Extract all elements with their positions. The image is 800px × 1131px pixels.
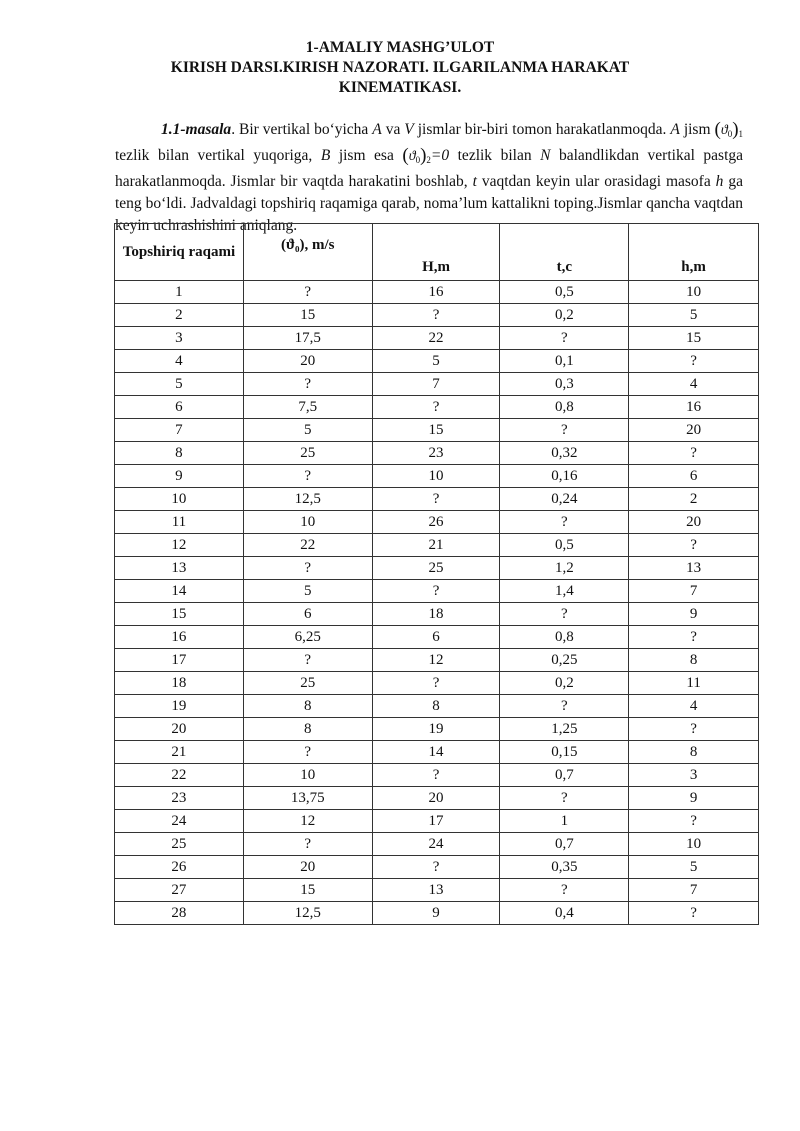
cell-time: ? — [500, 787, 629, 810]
cell-time: ? — [500, 511, 629, 534]
cell-height: 13 — [372, 879, 500, 902]
cell-time: 0,3 — [500, 373, 629, 396]
cell-task-number: 24 — [115, 810, 244, 833]
table-row — [115, 511, 759, 534]
cell-time: ? — [500, 879, 629, 902]
cell-time: ? — [500, 603, 629, 626]
cell-velocity: 8 — [243, 718, 372, 741]
cell-task-number: 14 — [115, 580, 244, 603]
table-body — [115, 281, 759, 925]
cell-task-number: 3 — [115, 327, 244, 350]
cell-task-number: 15 — [115, 603, 244, 626]
title-line-3: KINEMATIKASI. — [338, 79, 462, 96]
cell-task-number: 19 — [115, 695, 244, 718]
cell-time: 0,32 — [500, 442, 629, 465]
problem-text: jism — [679, 121, 715, 138]
cell-time: 1,4 — [500, 580, 629, 603]
cell-velocity: ? — [243, 373, 372, 396]
cell-velocity: 20 — [243, 856, 372, 879]
cell-height: 16 — [372, 281, 500, 304]
cell-height: ? — [372, 764, 500, 787]
symbol-a: A — [670, 121, 680, 138]
header-velocity: (ϑ₀), m/s — [243, 224, 372, 281]
cell-height: 6 — [372, 626, 500, 649]
cell-distance: 7 — [629, 879, 759, 902]
cell-distance: ? — [629, 442, 759, 465]
cell-height: ? — [372, 488, 500, 511]
cell-distance: 5 — [629, 856, 759, 879]
cell-velocity: ? — [243, 281, 372, 304]
cell-height: ? — [372, 672, 500, 695]
cell-distance: 9 — [629, 787, 759, 810]
problem-text: tezlik bilan — [449, 147, 541, 164]
cell-velocity: 12,5 — [243, 488, 372, 511]
header-time: t,c — [500, 224, 629, 281]
cell-task-number: 27 — [115, 879, 244, 902]
cell-task-number: 1 — [115, 281, 244, 304]
problem-label: 1.1-masala — [161, 121, 232, 138]
cell-distance: 16 — [629, 396, 759, 419]
cell-velocity: ? — [243, 741, 372, 764]
cell-height: ? — [372, 396, 500, 419]
cell-velocity: ? — [243, 833, 372, 856]
cell-velocity: ? — [243, 557, 372, 580]
table-row — [115, 833, 759, 856]
cell-time: 0,5 — [500, 534, 629, 557]
title-line-1: 1-AMALIY MASHG’ULOT — [305, 39, 495, 56]
cell-task-number: 12 — [115, 534, 244, 557]
table-row — [115, 304, 759, 327]
cell-distance: ? — [629, 902, 759, 925]
cell-time: 0,2 — [500, 672, 629, 695]
cell-distance: ? — [629, 810, 759, 833]
cell-height: 10 — [372, 465, 500, 488]
table-row — [115, 557, 759, 580]
cell-distance: 20 — [629, 419, 759, 442]
cell-distance: 2 — [629, 488, 759, 511]
cell-task-number: 18 — [115, 672, 244, 695]
table-row — [115, 580, 759, 603]
cell-task-number: 22 — [115, 764, 244, 787]
velocity-subscript: 0 — [415, 155, 421, 165]
cell-height: 23 — [372, 442, 500, 465]
cell-height: 21 — [372, 534, 500, 557]
cell-velocity: 7,5 — [243, 396, 372, 419]
cell-velocity: 25 — [243, 442, 372, 465]
table-row — [115, 626, 759, 649]
cell-time: 0,2 — [500, 304, 629, 327]
velocity-2-formula: $(ϑ_0)_2=0$ — [402, 145, 450, 166]
table-row — [115, 442, 759, 465]
cell-height: ? — [372, 580, 500, 603]
cell-task-number: 10 — [115, 488, 244, 511]
symbol-t: t — [472, 173, 477, 190]
problem-statement — [115, 119, 743, 237]
cell-height: 22 — [372, 327, 500, 350]
cell-time: ? — [500, 419, 629, 442]
cell-time: 1 — [500, 810, 629, 833]
velocity-index: 1 — [738, 129, 744, 139]
cell-height: 5 — [372, 350, 500, 373]
symbol-h: h — [715, 173, 724, 190]
cell-task-number: 8 — [115, 442, 244, 465]
table-header-row — [115, 224, 759, 281]
velocity-subscript: 0 — [727, 129, 733, 139]
problem-paragraph — [115, 119, 743, 237]
cell-distance: ? — [629, 718, 759, 741]
cell-task-number: 6 — [115, 396, 244, 419]
cell-distance: 8 — [629, 741, 759, 764]
cell-time: 0,8 — [500, 626, 629, 649]
cell-distance: 13 — [629, 557, 759, 580]
velocity-symbol: ϑ — [408, 149, 416, 164]
cell-task-number: 4 — [115, 350, 244, 373]
velocity-value: =0 — [430, 147, 450, 164]
cell-distance: ? — [629, 534, 759, 557]
cell-task-number: 20 — [115, 718, 244, 741]
velocity-symbol: ϑ — [720, 123, 728, 138]
cell-time: 0,24 — [500, 488, 629, 511]
header-height: H,m — [372, 224, 500, 281]
cell-time: 0,16 — [500, 465, 629, 488]
cell-distance: 10 — [629, 281, 759, 304]
cell-distance: ? — [629, 350, 759, 373]
task-table — [114, 223, 759, 925]
cell-time: 0,25 — [500, 649, 629, 672]
cell-height: 17 — [372, 810, 500, 833]
table-row — [115, 373, 759, 396]
cell-height: ? — [372, 304, 500, 327]
cell-task-number: 11 — [115, 511, 244, 534]
cell-task-number: 5 — [115, 373, 244, 396]
symbol-n: N — [540, 147, 551, 164]
table-row — [115, 787, 759, 810]
cell-task-number: 21 — [115, 741, 244, 764]
cell-height: 20 — [372, 787, 500, 810]
table-row — [115, 879, 759, 902]
symbol-b: B — [320, 147, 331, 164]
cell-distance: 4 — [629, 373, 759, 396]
table-row — [115, 856, 759, 879]
cell-velocity: 10 — [243, 511, 372, 534]
cell-velocity: 5 — [243, 419, 372, 442]
cell-distance: 5 — [629, 304, 759, 327]
table-row — [115, 327, 759, 350]
table-row — [115, 718, 759, 741]
cell-velocity: 25 — [243, 672, 372, 695]
problem-text: vaqtdan keyin ular orasidagi masofa — [476, 173, 716, 190]
cell-distance: 3 — [629, 764, 759, 787]
cell-distance: 8 — [629, 649, 759, 672]
table-row — [115, 902, 759, 925]
cell-time: ? — [500, 695, 629, 718]
problem-text: . Bir vertikal bo‘yicha — [231, 121, 373, 138]
cell-time: 0,4 — [500, 902, 629, 925]
table-row — [115, 350, 759, 373]
cell-distance: 9 — [629, 603, 759, 626]
cell-time: 0,7 — [500, 833, 629, 856]
cell-time: 0,8 — [500, 396, 629, 419]
cell-distance: 4 — [629, 695, 759, 718]
cell-time: 0,35 — [500, 856, 629, 879]
cell-velocity: 15 — [243, 304, 372, 327]
problem-text: tezlik bilan vertikal yuqoriga, — [115, 147, 321, 164]
table-row — [115, 396, 759, 419]
cell-height: 26 — [372, 511, 500, 534]
cell-time: 0,1 — [500, 350, 629, 373]
table-row — [115, 488, 759, 511]
problem-text: ga teng bo‘ldi. Jadvaldagi topshiriq raqamiga qarab, noma’lum kattalikni toping.Jismlar qancha vaqtdan keyin uchrashishini aniqlang. — [115, 173, 743, 234]
cell-time: 0,7 — [500, 764, 629, 787]
cell-time: 1,2 — [500, 557, 629, 580]
cell-velocity: 13,75 — [243, 787, 372, 810]
cell-velocity: 8 — [243, 695, 372, 718]
cell-task-number: 2 — [115, 304, 244, 327]
table-row — [115, 534, 759, 557]
cell-height: 7 — [372, 373, 500, 396]
cell-task-number: 7 — [115, 419, 244, 442]
cell-time: 0,5 — [500, 281, 629, 304]
cell-distance: ? — [629, 626, 759, 649]
cell-distance: 7 — [629, 580, 759, 603]
cell-velocity: 6,25 — [243, 626, 372, 649]
cell-height: 15 — [372, 419, 500, 442]
cell-time: 1,25 — [500, 718, 629, 741]
problem-text: balandlikdan vertikal pastga harakatlanmoqda. Jismlar bir vaqtda harakatini boshlab, — [115, 147, 744, 190]
table-row — [115, 419, 759, 442]
table-row — [115, 672, 759, 695]
table-row — [115, 695, 759, 718]
cell-task-number: 26 — [115, 856, 244, 879]
cell-height: 14 — [372, 741, 500, 764]
cell-velocity: 15 — [243, 879, 372, 902]
cell-velocity: 12,5 — [243, 902, 372, 925]
problem-text: jism esa — [330, 147, 403, 164]
cell-distance: 10 — [629, 833, 759, 856]
cell-task-number: 17 — [115, 649, 244, 672]
cell-velocity: ? — [243, 465, 372, 488]
cell-task-number: 23 — [115, 787, 244, 810]
cell-task-number: 28 — [115, 902, 244, 925]
cell-distance: 11 — [629, 672, 759, 695]
cell-distance: 6 — [629, 465, 759, 488]
cell-time: 0,15 — [500, 741, 629, 764]
cell-height: 25 — [372, 557, 500, 580]
table-row — [115, 281, 759, 304]
table-row — [115, 741, 759, 764]
velocity-index: 2 — [426, 155, 431, 165]
table-row — [115, 649, 759, 672]
cell-velocity: 20 — [243, 350, 372, 373]
problem-text: va — [381, 121, 405, 138]
table-row — [115, 764, 759, 787]
symbol-v: V — [404, 121, 414, 138]
cell-height: 18 — [372, 603, 500, 626]
velocity-1-formula: $(ϑ_0)_1$ — [714, 119, 744, 140]
cell-height: 19 — [372, 718, 500, 741]
title-line-2: KIRISH DARSI.KIRISH NAZORATI. ILGARILANMA HARAKAT — [170, 59, 630, 76]
cell-velocity: 22 — [243, 534, 372, 557]
cell-distance: 15 — [629, 327, 759, 350]
table-row — [115, 603, 759, 626]
problem-text: jismlar bir-biri tomon harakatlanmoqda. — [413, 121, 671, 138]
cell-height: 12 — [372, 649, 500, 672]
cell-velocity: 17,5 — [243, 327, 372, 350]
cell-height: 8 — [372, 695, 500, 718]
header-distance: h,m — [629, 224, 759, 281]
cell-velocity: 12 — [243, 810, 372, 833]
cell-height: ? — [372, 856, 500, 879]
symbol-a: A — [372, 121, 382, 138]
cell-height: 9 — [372, 902, 500, 925]
document-title — [0, 38, 800, 98]
cell-task-number: 9 — [115, 465, 244, 488]
cell-velocity: 6 — [243, 603, 372, 626]
cell-task-number: 13 — [115, 557, 244, 580]
cell-task-number: 16 — [115, 626, 244, 649]
cell-distance: 20 — [629, 511, 759, 534]
table-row — [115, 465, 759, 488]
header-task-number: Topshiriq raqami — [115, 224, 244, 281]
cell-velocity: 10 — [243, 764, 372, 787]
cell-velocity: ? — [243, 649, 372, 672]
cell-height: 24 — [372, 833, 500, 856]
cell-velocity: 5 — [243, 580, 372, 603]
cell-task-number: 25 — [115, 833, 244, 856]
cell-time: ? — [500, 327, 629, 350]
table-row — [115, 810, 759, 833]
